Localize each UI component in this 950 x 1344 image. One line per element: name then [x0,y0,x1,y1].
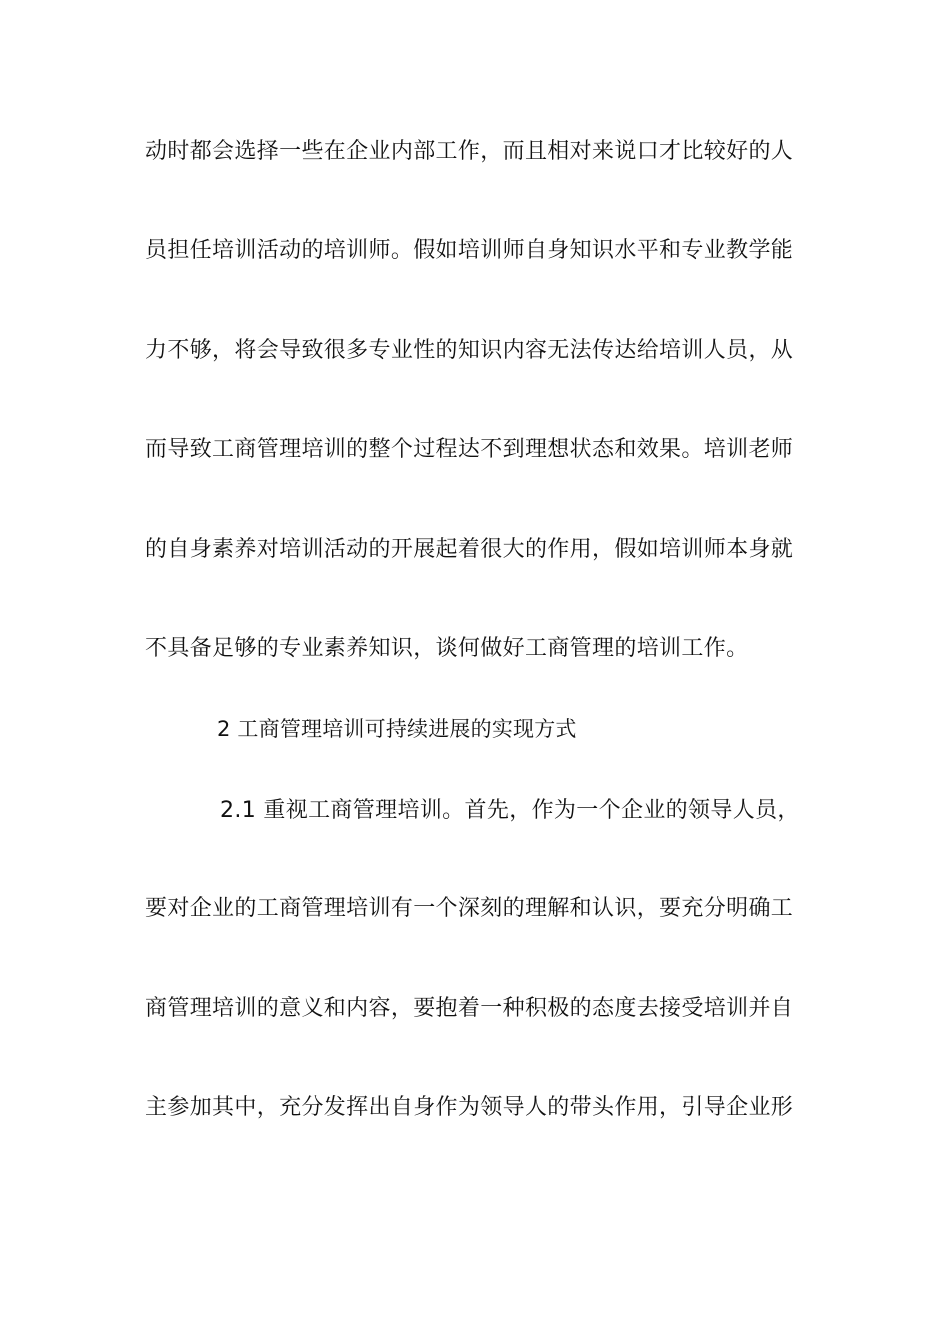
section-heading: 2 工商管理培训可持续进展的实现方式 [217,717,577,741]
paragraph-2-line-1: 2.1 重视工商管理培训。首先，作为一个企业的领导人员， [220,798,800,823]
paragraph-2-line-2: 要对企业的工商管理培训有一个深刻的理解和认识，要充分明确工 [145,896,794,921]
paragraph-2-line-3: 商管理培训的意义和内容，要抱着一种积极的态度去接受培训并自 [145,996,794,1021]
paragraph-1-line-2: 员担任培训活动的培训师。假如培训师自身知识水平和专业教学能 [145,238,794,263]
paragraph-1-line-6: 不具备足够的专业素养知识，谈何做好工商管理的培训工作。 [145,636,749,661]
paragraph-1-line-4: 而导致工商管理培训的整个过程达不到理想状态和效果。培训老师 [145,437,794,462]
paragraph-1-line-1: 动时都会选择一些在企业内部工作，而且相对来说口才比较好的人 [145,139,794,164]
paragraph-1-line-3: 力不够，将会导致很多专业性的知识内容无法传达给培训人员，从 [145,338,794,363]
paragraph-2-line-4: 主参加其中，充分发挥出自身作为领导人的带头作用，引导企业形 [145,1095,794,1120]
paragraph-1-line-5: 的自身素养对培训活动的开展起着很大的作用，假如培训师本身就 [145,537,794,562]
